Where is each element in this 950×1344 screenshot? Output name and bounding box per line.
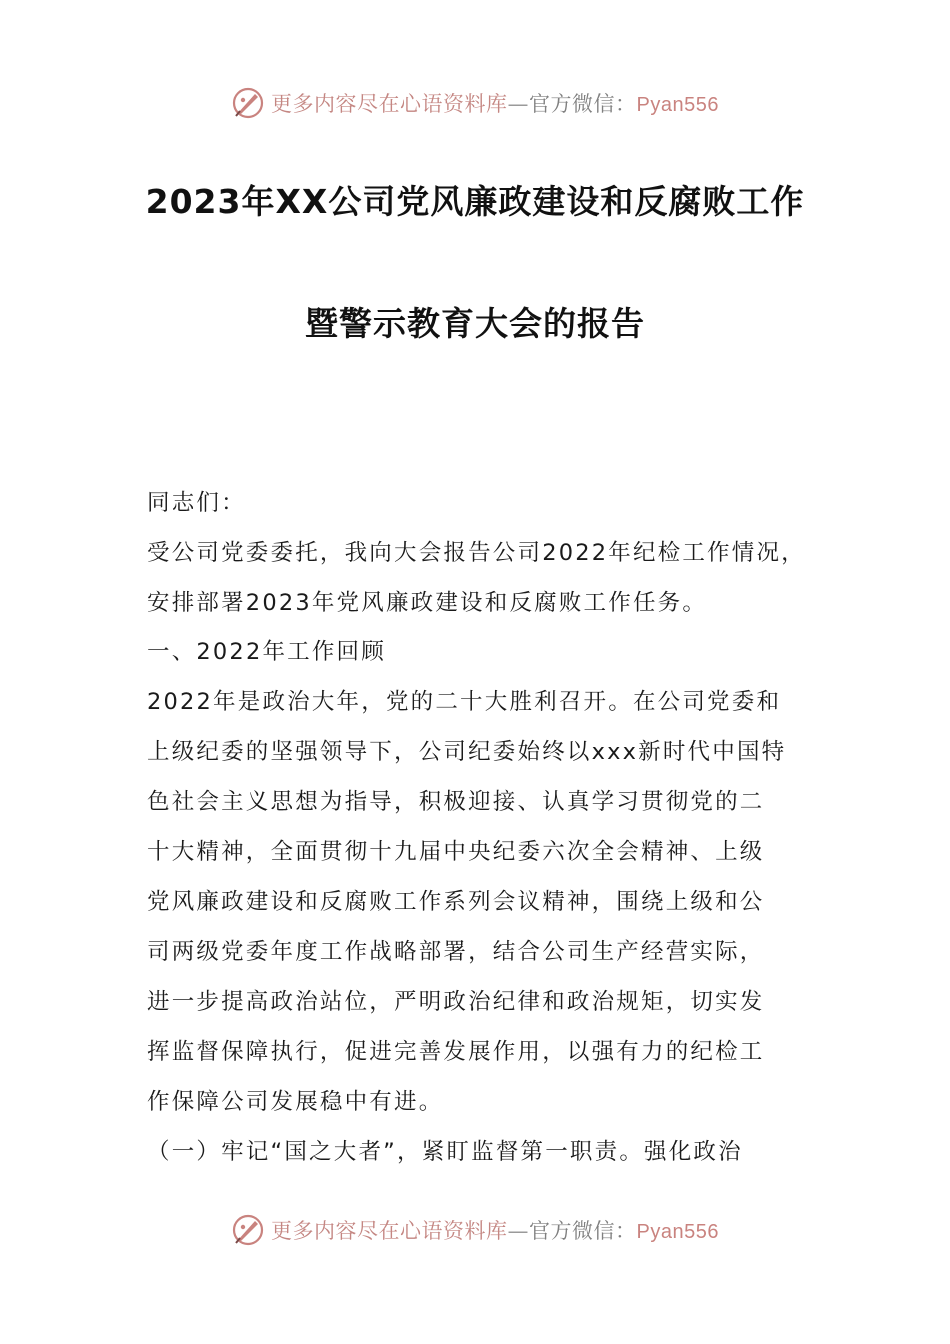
banner-brand-text: 更多内容尽在心语资料库 [271,92,508,116]
banner-separator: — [507,1219,530,1243]
quill-pen-logo-icon [231,86,265,120]
paragraph-line: 上级纪委的坚强领导下，公司纪委始终以xxx新时代中国特 [147,739,787,765]
section-heading: 一、2022年工作回顾 [147,639,386,665]
subsection-line: （一）牢记“国之大者”，紧盯监督第一职责。强化政治 [147,1139,743,1165]
banner-text [271,88,719,118]
footer-banner [0,1210,950,1250]
banner-official-label: 官方微信： [529,1219,637,1243]
intro-line: 安排部署2023年党风廉政建设和反腐败工作任务。 [147,590,708,616]
banner-brand-text: 更多内容尽在心语资料库 [271,1219,508,1243]
quill-pen-logo-icon [231,1213,265,1247]
banner-handle: Pyan556 [636,94,719,116]
paragraph-line: 司两级党委年度工作战略部署，结合公司生产经营实际， [147,939,765,965]
paragraph-line: 进一步提高政治站位，严明政治纪律和政治规矩，切实发 [147,989,765,1015]
header-banner [0,83,950,123]
banner-official-label: 官方微信： [529,92,637,116]
paragraph-line: 党风廉政建设和反腐败工作系列会议精神，围绕上级和公 [147,889,765,915]
paragraph-line: 挥监督保障执行，促进完善发展作用，以强有力的纪检工 [147,1039,765,1065]
document-title-line-2: 暨警示教育大会的报告 [305,304,645,343]
greeting: 同志们： [147,490,246,516]
document-title-line-1: 2023年XX公司党风廉政建设和反腐败工作 [145,182,805,221]
paragraph-line: 十大精神，全面贯彻十九届中央纪委六次全会精神、上级 [147,839,765,865]
paragraph-line: 色社会主义思想为指导，积极迎接、认真学习贯彻党的二 [147,789,765,815]
intro-line: 受公司党委委托，我向大会报告公司2022年纪检工作情况， [147,540,806,566]
banner-text [271,1215,719,1245]
banner-handle: Pyan556 [636,1221,719,1243]
paragraph-line: 2022年是政治大年，党的二十大胜利召开。在公司党委和 [147,689,782,715]
banner-separator: — [507,92,530,116]
paragraph-line: 作保障公司发展稳中有进。 [147,1089,444,1115]
